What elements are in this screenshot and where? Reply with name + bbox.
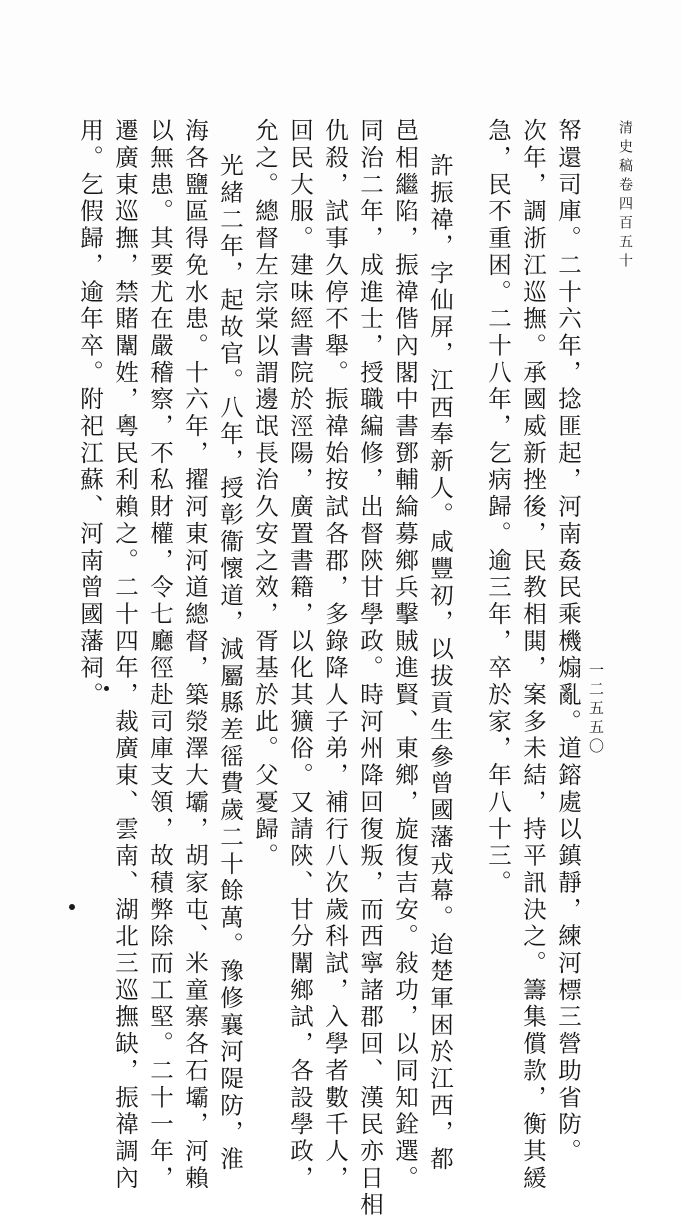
text-column: 遷廣東巡撫，禁賭闈姓，粵民利賴之。二十四年，裁廣東、雲南、湖北三巡撫缺，振禕調內 — [111, 118, 139, 1192]
text-column: 以無患。其要尤在嚴稽察，不私財權，令七廳徑赴司庫支領，故積弊除而工堅。二十一年， — [146, 118, 174, 1192]
text-column: 允之。總督左宗棠以謂邊氓長治久安之效，胥基於此。父憂歸。 — [251, 118, 279, 870]
page-number: 一二五五〇 — [587, 662, 605, 757]
text-column: 回民大服。建味經書院於涇陽，廣置書籍，以化其獷俗。又請陝、甘分闈鄉試，各設學政， — [286, 118, 314, 1192]
text-column: 海各鹽區得免水患。十六年，擢河東河道總督，築滎澤大壩，胡家屯、米童寨各石壩，河賴 — [181, 118, 209, 1192]
text-column: 許振禕，字仙屏，江西奉新人。咸豐初，以拔貢生參曾國藩戎幕。迨楚軍困於江西，都 — [426, 153, 454, 1174]
text-column: 帑還司庫。二十六年，捻匪起，河南姦民乘機煽亂。道鎔處以鎮靜，練河標三營助省防。 — [554, 118, 582, 1166]
text-column: 同治二年，成進士，授職編修，出督陝甘學政。時河州降回復叛，而西寧諸郡回、漢民亦日相 — [356, 118, 384, 1219]
text-column: 用。乞假歸，逾年卒。附祀江蘇、河南曾國藩祠。 — [76, 118, 104, 709]
running-head-title: 清史稿卷四百五十 — [617, 120, 633, 272]
text-column: 仇殺，試事久停不舉。振禕始按試各郡，多錄降人子弟，補行八次歲科試，入學者數千人， — [321, 118, 349, 1192]
text-column: 急，民不重困。二十八年，乞病歸。逾三年，卒於家，年八十三。 — [484, 118, 512, 897]
ink-speck — [104, 686, 109, 691]
text-column: 邑相繼陷，振禕偕內閣中書鄧輔綸募鄉兵擊賊進賢、東鄉，旋復吉安。敍功，以同知銓選。 — [391, 118, 419, 1192]
text-column: 光緒二年，起故官。八年，授彰衞懷道，減屬縣差徭費歲二十餘萬。豫修襄河隄防，淮 — [216, 153, 244, 1174]
ink-speck — [69, 904, 75, 910]
text-column: 次年，調浙江巡撫。承國威新挫後，民教相閧，案多未結，持平訊決之。籌集償款，衡其緩 — [519, 118, 547, 1192]
